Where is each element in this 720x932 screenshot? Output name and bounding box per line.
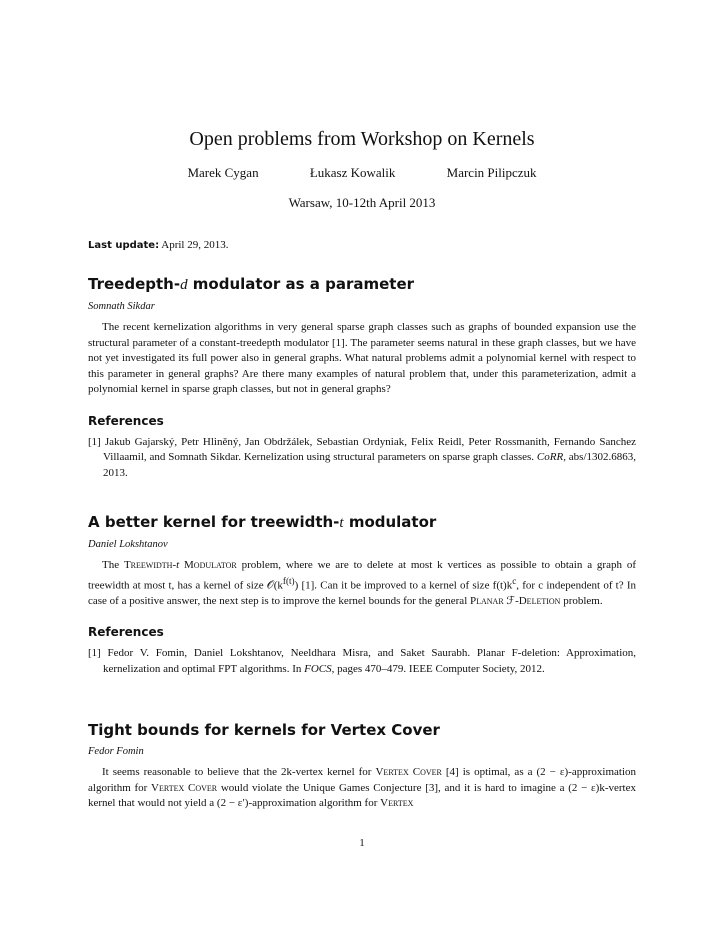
author-name: Marek Cygan (187, 165, 259, 180)
author-name: Łukasz Kowalik (309, 165, 396, 180)
paper-page (88, 0, 636, 932)
section-title: Treedepth-d modulator as a parameter (88, 275, 415, 293)
section-title: Tight bounds for kernels for Vertex Cover (88, 721, 440, 739)
last-update (88, 239, 228, 251)
section-body: The recent kernelization algorithms in very general sparse graph classes such as graphs of bounded expansion use the structural parameter of a constant-treedepth modulator [1]. The parameter seems natural in these graph classes, but we have not yet investigated its full power also in general graphs. What natural problems admit a polynomial kernel with respect to this parameter in general graphs? Are there many examples of natural problem that, under this parameterization, admit a polynomial kernel in sparse graph classes, but not in general graphs? (88, 321, 636, 395)
references-heading: References (88, 625, 164, 640)
section-treedepth-modulator (88, 275, 636, 481)
author-list (88, 165, 636, 181)
section-author: Daniel Lokshtanov (88, 539, 168, 550)
last-update-label: Last update: (88, 240, 160, 251)
references-heading: References (88, 413, 164, 428)
page-number: 1 (359, 837, 365, 849)
section-author: Somnath Sikdar (88, 301, 155, 312)
last-update-value: April 29, 2013. (161, 239, 229, 251)
section-title: A better kernel for treewidth-t modulator (88, 513, 437, 531)
reference-entry: [1] Jakub Gajarský, Petr Hliněný, Jan Obdržálek, Sebastian Ordyniak, Felix Reidl, Peter Rossmanith, Fernando Sanchez Villaamil, and Somnath Sikdar. Kernelization using structural parameters on sparse graph classes. CoRR, abs/1302.6863, 2013. (88, 435, 636, 479)
section-body: The Treewidth-t Modulator problem, where we are to delete at most k vertices as possible to obtain a graph of treewidth at most t, has a kernel of size $𝒪(k^{f(t)})$ [1]. Can it be improved to a kernel of size $f(t)k^c$, for c independent of t? In case of a positive answer, the next step is to improve the kernel bounds for the general Planar ℱ-Deletion problem. (88, 559, 636, 607)
paper-title: Open problems from Workshop on Kernels (189, 128, 535, 150)
section-body: It seems reasonable to believe that the 2k-vertex kernel for Vertex Cover [4] is optimal, as a (2 − ε)-approximation algorithm for Vertex Cover would violate the Unique Games Conjecture [3], and it is hard to imagine a (2 − ε)k-vertex kernel that would not yield a (2 − ε′)-approximation algorithm for Vertex (88, 766, 637, 809)
section-author: Fedor Fomin (88, 746, 144, 757)
section-treewidth-modulator (88, 513, 636, 677)
venue-date: Warsaw, 10-12th April 2013 (288, 195, 436, 210)
section-vertex-cover (88, 721, 636, 823)
reference-entry: [1] Fedor V. Fomin, Daniel Lokshtanov, Neeldhara Misra, and Saket Saurabh. Planar F-deletion: Approximation, kernelization and optimal FPT algorithms. In FOCS, pages 470–479. IEEE Computer Society, 2012. (88, 647, 637, 675)
author-name: Marcin Pilipczuk (446, 165, 537, 180)
